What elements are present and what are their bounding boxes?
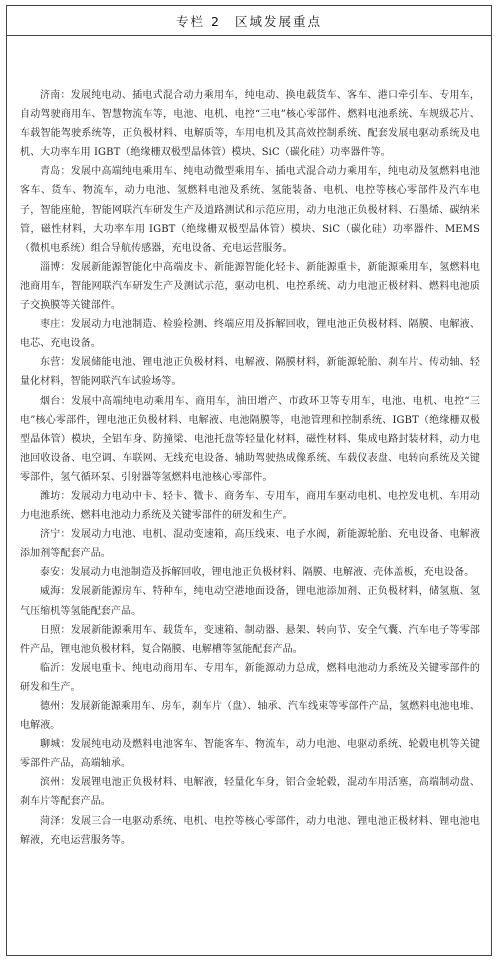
city-name: 青岛 — [40, 166, 61, 178]
city-name: 东营 — [40, 357, 61, 369]
city-name: 枣庄 — [40, 319, 61, 331]
city-name: 日照 — [40, 624, 61, 636]
box-title — [176, 12, 322, 30]
city-focus-text: 发展动力电动中卡、轻卡、微卡、商务车、专用车，商用车驱动电机、电控发电机、车用动力电池系统、燃料电池动力系统及关键零部件的研发和生产。 — [20, 490, 481, 522]
box-body — [7, 36, 491, 850]
city-name: 滨州 — [40, 777, 61, 789]
city-focus-text: 发展纯电动及燃料电池客车、智能客车、物流车，动力电池、电驱动系统、轮毂电机等关键零部件产品，高端轴承。 — [20, 739, 481, 770]
separator: ： — [60, 567, 71, 579]
column-box — [6, 5, 492, 956]
city-name: 聊城 — [40, 739, 61, 751]
city-focus-text: 发展锂电池正负极材料、电解液，轻量化车身，铝合金轮毂，混动车用活塞，高端制动盘、刹车片等配套产品。 — [20, 777, 481, 808]
box-title-text: 区域发展重点 — [234, 13, 322, 29]
city-name: 威海 — [40, 586, 61, 598]
region-paragraph — [20, 525, 480, 563]
city-focus-text: 发展中高端纯电乘用车、纯电动微型乘用车、插电式混合动力乘用车，纯电动及氢燃料电池客车、货车、物流车，动力电池、氢燃料电池及系统、氢能装备、电机、电控等核心零部件及汽车电子，智能座舱，智能网联汽车研发生产及道路测试和示范应用，动力电池正负极材料、石墨烯、碳纳米管，磁性材料，大功率车用 IGBT（绝缘栅双极型晶体管）模块、SiC（碳化硅）功率器件、MEMS（微机电系统）组合导航传感器，充电设备、充电运营服务。 — [20, 166, 481, 254]
separator: ： — [60, 166, 71, 178]
separator: ： — [60, 739, 71, 751]
separator: ： — [60, 701, 71, 712]
region-paragraph — [20, 258, 480, 315]
region-paragraph — [20, 353, 480, 391]
city-name: 济南 — [40, 90, 61, 101]
city-name: 德州 — [40, 701, 61, 712]
city-name: 济宁 — [40, 529, 61, 541]
separator: ： — [60, 624, 71, 636]
region-paragraph — [20, 563, 480, 582]
box-header — [7, 6, 491, 36]
city-focus-text: 发展新能源乘用车、房车，刹车片（盘）、轴承、汽车线束等零部件产品，氢燃料电池电堆、电解液。 — [20, 701, 480, 732]
separator: ： — [60, 90, 71, 101]
city-name: 菏泽 — [40, 815, 61, 827]
separator: ： — [60, 319, 71, 331]
city-name: 泰安 — [40, 567, 61, 579]
separator: ： — [60, 529, 71, 541]
separator: ： — [60, 261, 71, 273]
separator: ： — [60, 586, 71, 598]
region-paragraph — [20, 812, 480, 850]
box-number: 专栏 2 — [176, 13, 221, 29]
city-focus-text: 发展三合一电驱动系统、电机、电控等核心零部件，动力电池、锂电池正极材料、锂电池电解液，充电运营服务等。 — [20, 815, 481, 846]
separator: ： — [60, 815, 71, 827]
separator: ： — [60, 777, 71, 789]
region-paragraph — [20, 86, 480, 162]
region-paragraph — [20, 162, 480, 257]
city-name: 烟台 — [40, 395, 61, 407]
city-name: 淄博 — [40, 261, 61, 273]
separator: ： — [60, 662, 71, 674]
city-focus-text: 发展纯电动、插电式混合动力乘用车，纯电动、换电载货车、客车、港口牵引车、专用车，自动驾驶商用车、智慧物流车等，电池、电机、电控“三电”核心零部件、燃料电池系统、车规级芯片、车载智能驾驶系统等，正负极材料、电解质等，车用电机及其高效控制系统、配套发展电驱动系统及电机、大功率车用 IGBT（绝缘栅双极型晶体管）模块、SiC（碳化硅）功率器件等。 — [20, 90, 481, 159]
city-focus-text: 发展动力电池制造、检验检测、终端应用及拆解回收，锂电池正负极材料、隔膜、电解液、电芯、充电设备。 — [20, 319, 481, 350]
region-paragraph — [20, 697, 480, 735]
city-focus-text: 发展新能源智能化中高端皮卡、新能源智能化轻卡、新能源重卡，新能源乘用车，氢燃料电池商用车，智能网联汽车研发生产及测试示范，驱动电机、电控系统、动力电池正极材料、燃料电池质子交换膜等关键部件。 — [20, 261, 481, 312]
city-name: 潍坊 — [40, 490, 61, 502]
region-paragraph — [20, 735, 480, 773]
city-name: 临沂 — [40, 662, 61, 674]
city-focus-text: 发展动力电池制造及拆解回收，锂电池正负极材料、隔膜、电解液、壳体盖板，充电设备。 — [70, 567, 475, 579]
region-paragraph — [20, 392, 480, 487]
region-paragraph — [20, 315, 480, 353]
separator: ： — [60, 357, 71, 369]
region-paragraph — [20, 582, 480, 620]
region-paragraph — [20, 773, 480, 811]
city-focus-text: 发展电重卡、纯电动商用车、专用车，新能源动力总成，燃料电池动力系统及关键零部件的研发和生产。 — [20, 662, 481, 693]
region-paragraph — [20, 487, 480, 525]
region-paragraph — [20, 659, 480, 697]
separator: ： — [60, 490, 71, 502]
city-focus-text: 发展储能电池、锂电池正负极材料、电解液、隔膜材料，新能源轮胎、刹车片、传动轴、轻量化材料，智能网联汽车试验场等。 — [20, 357, 481, 388]
city-focus-text: 发展动力电池、电机、混动变速箱，高压线束、电子水阀，新能源轮胎、充电设备、电解液添加剂等配套产品。 — [20, 529, 481, 560]
separator: ： — [60, 395, 72, 407]
region-paragraph — [20, 621, 480, 659]
city-focus-text: 发展中高端纯电动乘用车、商用车，油田增产、市政环卫等专用车，电池、电机、电控“三电”核心零部件，锂电池正负极材料、电解液、电池隔膜等，电池管理和控制系统、IGBT（绝缘栅双极型晶体管）模块，全铝车身、防撞梁、电池托盘等轻量化材料，磁性材料、集成电路封装材料，动力电池回收设备、电空调、车联网、无线充电设备、辅助驾驶热成像系统、车载仪表盘、电转向系统及关键零部件，氢气循环泵、引射器等氢燃料电池核心零部件。 — [20, 395, 480, 483]
city-focus-text: 发展新能源房车、特种车，纯电动空港地面设备，锂电池添加剂、正负极材料，储氢瓶、氢气压缩机等氢能配套产品。 — [20, 586, 481, 617]
city-focus-text: 发展新能源乘用车、载货车，变速箱、制动器、悬架、转向节、安全气囊、汽车电子等零部件产品，锂电池负极材料，复合隔膜、电解槽等氢能配套产品。 — [20, 624, 481, 655]
